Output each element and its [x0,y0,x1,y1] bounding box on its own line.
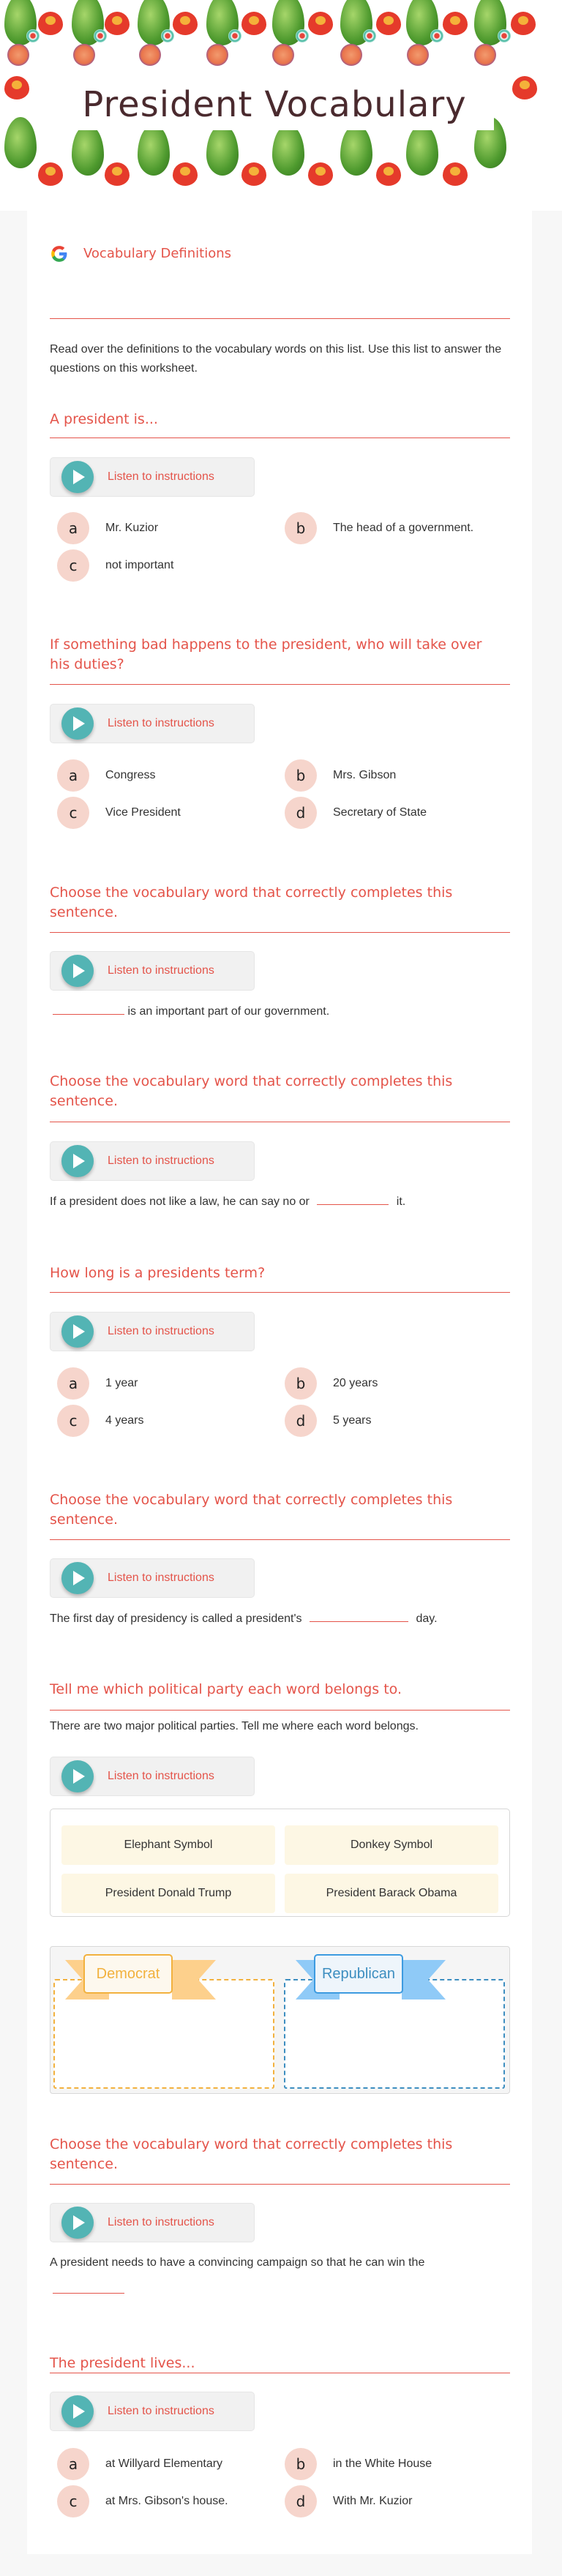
sentence-after: day. [416,1612,438,1625]
draggable-word[interactable]: Donkey Symbol [285,1825,498,1865]
answer-blank[interactable] [317,1192,389,1205]
draggable-word[interactable]: Elephant Symbol [61,1825,275,1865]
republican-label: Republican [314,1954,403,1994]
option-letter: b [285,512,317,544]
option-c[interactable] [57,549,173,582]
flower-dot-decoration [363,29,376,42]
heart-flower-decoration [38,162,63,186]
flower-dot-decoration [296,29,309,42]
option-text: in the White House [333,2457,432,2470]
option-letter: b [285,1367,317,1400]
play-icon [61,1562,94,1594]
listen-label: Listen to instructions [108,1325,214,1337]
sentence-before: The first day of presidency is called a president's [50,1612,302,1625]
leaf-decoration [340,124,372,176]
heart-flower-decoration [443,162,468,186]
option-letter: d [285,797,317,829]
google-icon [50,244,69,263]
listen-label: Listen to instructions [108,470,214,483]
listen-button[interactable] [50,951,255,991]
option-text: 4 years [105,1414,144,1427]
sentence [50,1002,329,1021]
option-letter: c [57,797,89,829]
leaf-decoration [272,124,304,176]
play-icon [61,955,94,987]
option-text: With Mr. Kuzior [333,2495,413,2507]
listen-button[interactable] [50,457,255,497]
option-b[interactable] [285,759,396,792]
option-text: 5 years [333,1414,372,1427]
option-b[interactable] [285,1367,378,1400]
option-text: at Mrs. Gibson's house. [105,2495,228,2507]
intro-text: Read over the definitions to the vocabulary words on this list. Use this list to answer the questions on this worksheet. [50,343,502,375]
draggable-word[interactable]: President Barack Obama [285,1874,498,1913]
round-flower-decoration [340,44,362,66]
play-icon [61,1145,94,1177]
heart-flower-decoration [376,12,401,35]
listen-label: Listen to instructions [108,1154,214,1167]
option-c[interactable] [57,2485,228,2517]
option-text: not important [105,559,174,571]
sentence-after: it. [396,1195,406,1208]
sentence [50,1609,438,1629]
leaf-decoration [4,117,37,168]
section-divider [50,1539,510,1540]
play-icon [61,2395,94,2427]
flower-dot-decoration [228,29,241,42]
answer-blank[interactable] [53,1002,124,1015]
sentence-after: is an important part of our government. [127,1005,330,1018]
option-text: Mr. Kuzior [105,522,159,534]
heart-flower-decoration [443,12,468,35]
option-a[interactable] [57,512,158,544]
question-description: There are two major political parties. Tell me where each word belongs. [50,1720,419,1732]
question-6-title: Choose the vocabulary word that correctly completes this sentence. [50,1492,453,1528]
listen-label: Listen to instructions [108,717,214,729]
heart-flower-decoration [512,76,537,99]
heart-flower-decoration [4,76,29,99]
option-text: 1 year [105,1377,138,1389]
section-divider [50,1710,510,1711]
democrat-label: Democrat [83,1954,173,1994]
option-letter: b [285,759,317,792]
option-b[interactable] [285,2448,432,2480]
question-2-title: If something bad happens to the president, who will take over his duties? [50,637,482,672]
option-c[interactable] [57,797,181,829]
leaf-decoration [138,124,170,176]
option-a[interactable] [57,2448,222,2480]
listen-button[interactable] [50,1141,255,1181]
play-icon [61,1760,94,1792]
section-divider [50,684,510,685]
heart-flower-decoration [511,12,536,35]
listen-button[interactable] [50,1558,255,1598]
listen-label: Listen to instructions [108,2216,214,2228]
section-divider [50,318,510,319]
heart-flower-decoration [308,162,333,186]
round-flower-decoration [139,44,161,66]
option-text: Mrs. Gibson [333,769,397,781]
heart-flower-decoration [38,12,63,35]
round-flower-decoration [272,44,294,66]
answer-blank[interactable] [53,2280,124,2294]
option-letter: b [285,2448,317,2480]
round-flower-decoration [206,44,228,66]
question-5-title: How long is a presidents term? [50,1265,266,1281]
option-letter: a [57,2448,89,2480]
heart-flower-decoration [173,162,198,186]
flower-dot-decoration [161,29,174,42]
listen-button[interactable] [50,1757,255,1796]
sentence: A president needs to have a convincing campaign so that he can win the [50,2256,425,2269]
leaf-decoration [406,124,438,176]
round-flower-decoration [474,44,496,66]
option-text: Vice President [105,806,181,819]
listen-button[interactable] [50,2203,255,2242]
option-text: 20 years [333,1377,378,1389]
listen-button[interactable] [50,1312,255,1351]
draggable-word[interactable]: President Donald Trump [61,1874,275,1913]
question-1-title: A president is... [50,411,158,427]
listen-label: Listen to instructions [108,1770,214,1782]
play-icon [61,1315,94,1348]
option-letter: d [285,2485,317,2517]
title-box [55,79,494,130]
heart-flower-decoration [241,12,266,35]
ribbon-icon [402,1960,446,1999]
play-icon [61,707,94,740]
heart-flower-decoration [308,12,333,35]
section-divider [50,932,510,933]
vocabulary-link[interactable] [50,244,231,263]
option-d[interactable] [285,1405,371,1437]
option-b[interactable] [285,512,473,544]
category-board [50,1946,510,2094]
listen-label: Listen to instructions [108,2405,214,2417]
play-icon [61,461,94,493]
option-letter: a [57,512,89,544]
option-letter: a [57,1367,89,1400]
worksheet-card [27,194,532,2554]
flower-dot-decoration [26,29,40,42]
option-text: The head of a government. [333,522,474,534]
ribbon-icon [172,1960,216,1999]
flower-dot-decoration [430,29,443,42]
flower-dot-decoration [498,29,511,42]
option-letter: a [57,759,89,792]
heart-flower-decoration [376,162,401,186]
question-8-title: Choose the vocabulary word that correctly completes this sentence. [50,2136,453,2172]
listen-label: Listen to instructions [108,1571,214,1584]
flower-dot-decoration [94,29,107,42]
option-d[interactable] [285,797,427,829]
option-letter: c [57,549,89,582]
question-3-title: Choose the vocabulary word that correctly completes this sentence. [50,885,453,920]
heart-flower-decoration [105,162,130,186]
sentence-before: If a president does not like a law, he can say no or [50,1195,310,1208]
sentence [50,1192,405,1212]
leaf-decoration [72,124,104,176]
section-divider [50,1292,510,1293]
listen-button[interactable] [50,2392,255,2431]
question-9-title: The president lives... [50,2355,195,2371]
heart-flower-decoration [173,12,198,35]
option-a[interactable] [57,1367,138,1400]
round-flower-decoration [73,44,95,66]
option-d[interactable] [285,2485,412,2517]
listen-label: Listen to instructions [108,964,214,977]
option-letter: d [285,1405,317,1437]
play-icon [61,2207,94,2239]
section-divider [50,2184,510,2185]
option-c[interactable] [57,1405,143,1437]
heart-flower-decoration [105,12,130,35]
question-4-title: Choose the vocabulary word that correctly completes this sentence. [50,1073,453,1109]
option-letter: c [57,1405,89,1437]
leaf-decoration [206,124,239,176]
option-text: Secretary of State [333,806,427,819]
word-bank [50,1809,510,1917]
question-7-title: Tell me which political party each word belongs to. [50,1681,402,1697]
option-text: Congress [105,769,156,781]
option-a[interactable] [57,759,155,792]
listen-button[interactable] [50,704,255,743]
page-title: President Vocabulary [82,84,467,125]
answer-blank[interactable] [310,1609,408,1622]
option-text: at Willyard Elementary [105,2457,223,2470]
round-flower-decoration [7,44,29,66]
heart-flower-decoration [241,162,266,186]
vocabulary-link-label[interactable]: Vocabulary Definitions [83,246,232,261]
header-banner [0,0,562,211]
round-flower-decoration [407,44,429,66]
option-letter: c [57,2485,89,2517]
